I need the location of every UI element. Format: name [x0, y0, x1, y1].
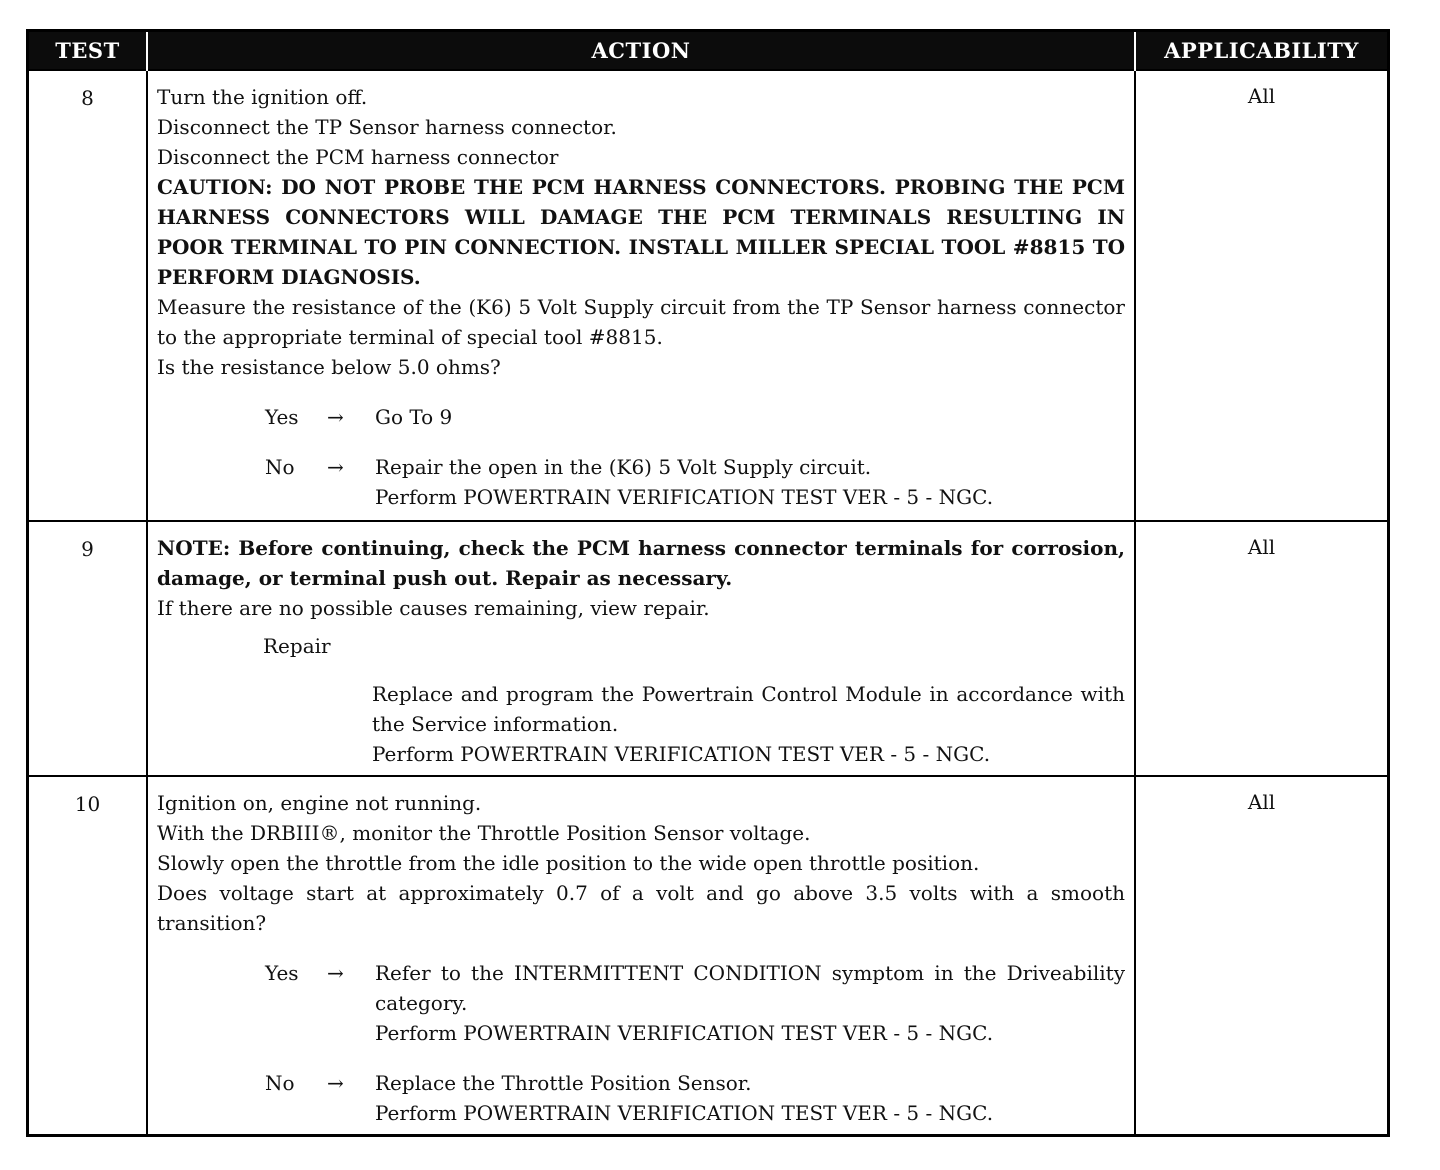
action-step: If there are no possible causes remaining, view repair. [157, 596, 710, 620]
yes-result [375, 958, 1125, 1048]
yes-label: Yes [265, 405, 299, 429]
no-result-line: Repair the open in the (K6) 5 Volt Supply circuit. [375, 455, 872, 479]
action-step: Turn the ignition off. [157, 85, 368, 109]
applicability-cell: All [1135, 70, 1387, 521]
action-cell [147, 521, 1135, 776]
repair-line: Perform POWERTRAIN VERIFICATION TEST VER - 5 - NGC. [372, 742, 991, 766]
no-outcome [265, 1068, 1125, 1128]
repair-instructions [372, 679, 1125, 769]
note-text: NOTE: Before continuing, check the PCM harness connector terminals for corrosion, damage, or terminal push out. Repair as necessary. [157, 536, 1125, 590]
question-text: Is the resistance below 5.0 ohms? [157, 355, 501, 379]
table-row-test-10 [29, 776, 1387, 1134]
no-result [375, 452, 1125, 512]
question-text: Does voltage start at approximately 0.7 of a volt and go above 3.5 volts with a smooth transition? [157, 881, 1125, 935]
repair-line: Replace and program the Powertrain Control Module in accordance with the Service information. [372, 682, 1125, 736]
diagnostic-test-table [29, 32, 1387, 1134]
action-step: Ignition on, engine not running. [157, 791, 482, 815]
action-cell [147, 776, 1135, 1134]
no-label: No [265, 1071, 295, 1095]
action-cell [147, 70, 1135, 521]
applicability-cell: All [1135, 776, 1387, 1134]
repair-label: Repair [263, 634, 331, 658]
action-step: With the DRBIII®, monitor the Throttle Position Sensor voltage. [157, 821, 811, 845]
no-outcome [265, 452, 1125, 512]
no-result [375, 1068, 1125, 1128]
arrow-icon: → [327, 405, 344, 429]
yes-label: Yes [265, 961, 299, 985]
yes-result-line: Refer to the INTERMITTENT CONDITION symptom in the Driveability category. [375, 961, 1125, 1015]
arrow-icon: → [327, 961, 344, 985]
table-header-row [29, 32, 1387, 70]
no-result-line: Perform POWERTRAIN VERIFICATION TEST VER - 5 - NGC. [375, 1101, 994, 1125]
yes-outcome [265, 958, 1125, 1048]
test-number: 9 [29, 521, 147, 776]
arrow-icon: → [327, 1071, 344, 1095]
header-test: TEST [29, 32, 147, 70]
no-result-line: Perform POWERTRAIN VERIFICATION TEST VER - 5 - NGC. [375, 485, 994, 509]
header-applicability: APPLICABILITY [1135, 32, 1387, 70]
action-step: Slowly open the throttle from the idle position to the wide open throttle position. [157, 851, 980, 875]
yes-outcome [265, 402, 1125, 432]
test-number: 8 [29, 70, 147, 521]
table-row-test-9 [29, 521, 1387, 776]
no-result-line: Replace the Throttle Position Sensor. [375, 1071, 752, 1095]
table-row-test-8 [29, 70, 1387, 521]
diagnostic-table-frame [26, 29, 1390, 1137]
action-step: Disconnect the TP Sensor harness connector. [157, 115, 617, 139]
yes-result-line: Perform POWERTRAIN VERIFICATION TEST VER - 5 - NGC. [375, 1021, 994, 1045]
caution-text: CAUTION: DO NOT PROBE THE PCM HARNESS CONNECTORS. PROBING THE PCM HARNESS CONNECTORS WILL DAMAGE THE PCM TERMINALS RESULTING IN POOR TERMINAL TO PIN CONNECTION. INSTALL MILLER SPECIAL TOOL #8815 TO PERFORM DIAGNOSIS. [157, 175, 1125, 289]
action-step: Measure the resistance of the (K6) 5 Volt Supply circuit from the TP Sensor harness connector to the appropriate terminal of special tool #8815. [157, 295, 1125, 349]
header-action: ACTION [147, 32, 1135, 70]
arrow-icon: → [327, 455, 344, 479]
applicability-cell: All [1135, 521, 1387, 776]
test-number: 10 [29, 776, 147, 1134]
yes-result: Go To 9 [375, 405, 453, 429]
action-step: Disconnect the PCM harness connector [157, 145, 559, 169]
no-label: No [265, 455, 295, 479]
